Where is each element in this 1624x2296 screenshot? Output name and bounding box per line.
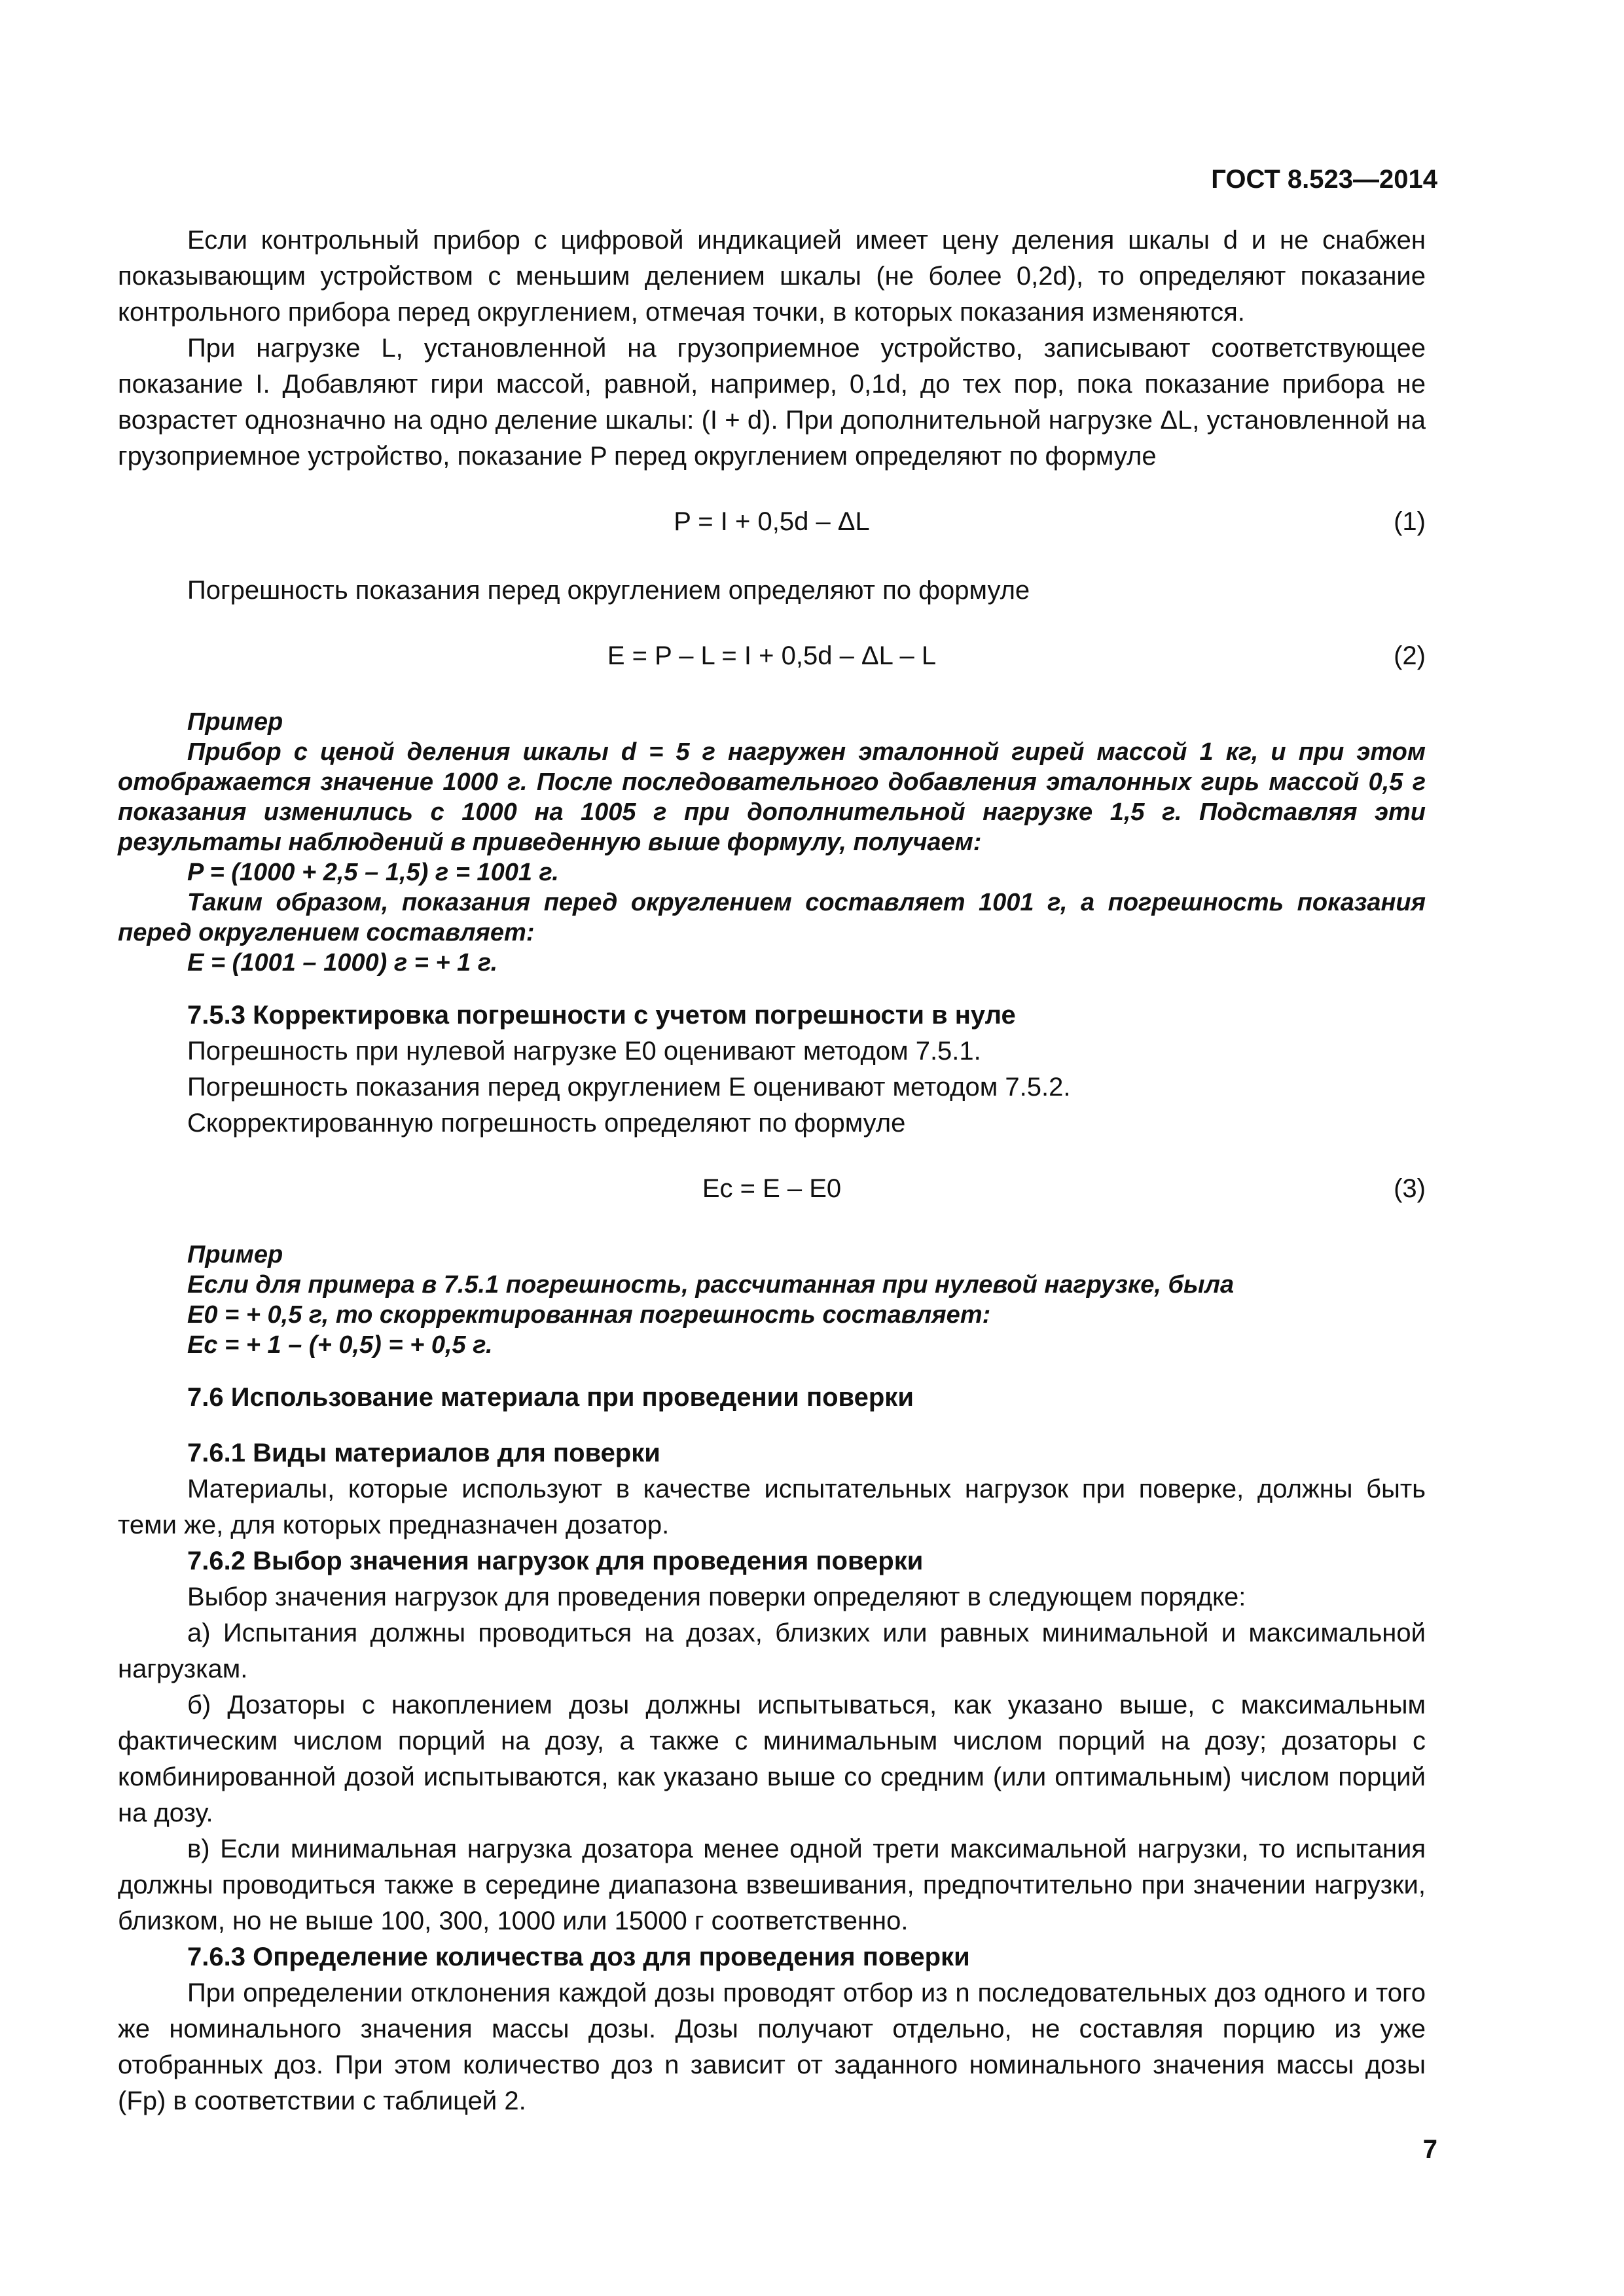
formula-2-expression: E = P – L = I + 0,5d – ΔL – L (607, 641, 937, 670)
formula-1 (118, 504, 1426, 540)
formula-3-expression: Ec = E – E0 (702, 1174, 842, 1203)
heading-7-5-3: 7.5.3 Корректировка погрешности с учетом погрешности в нуле (187, 1001, 1016, 1030)
heading-7-6: 7.6 Использование материала при проведении поверки (187, 1383, 914, 1412)
formula-2 (118, 638, 1426, 674)
example-1-line: Прибор с ценой деления шкалы d = 5 г нагружен эталонной гирей массой 1 кг, и при этом отображается значение 1000 г. После последовательного добавления эталонных гирь массой 0,5 г показания изменились с 1000 на 1005 г при дополнительной нагрузке 1,5 г. Подставляя эти результаты наблюдений в приведенную выше формулу, получаем: (118, 738, 1426, 856)
example-2-line: E0 = + 0,5 г, то скорректированная погрешность составляет: (187, 1301, 991, 1329)
section-7-6-1-text: Материалы, которые используют в качестве испытательных нагрузок при поверке, должны быть теми же, для которых предназначен дозатор. (118, 1475, 1426, 1539)
formula-1-number: (1) (1394, 507, 1426, 536)
formula-1-expression: P = I + 0,5d – ΔL (674, 507, 870, 536)
example-1-line: Таким образом, показания перед округлением составляет 1001 г, а погрешность показания перед округлением составляет: (118, 889, 1426, 946)
section-7-6-2-item: в) Если минимальная нагрузка дозатора менее одной трети максимальной нагрузки, то испытания должны проводиться также в середине диапазона взвешивания, предпочтительно при значении нагрузки, близком, но не выше 100, 300, 1000 или 15000 г соответственно. (118, 1835, 1426, 1935)
heading-7-6-3: 7.6.3 Определение количества доз для проведения поверки (187, 1943, 970, 1971)
section-7-6-2-intro: Выбор значения нагрузок для проведения поверки определяют в следующем порядке: (187, 1583, 1246, 1611)
example-1-line: P = (1000 + 2,5 – 1,5) г = 1001 г. (187, 859, 559, 886)
formula-3-number: (3) (1394, 1174, 1426, 1203)
example-2-title: Пример (187, 1241, 283, 1268)
section-7-6-2-item: а) Испытания должны проводиться на дозах, близких или равных минимальной и максимальной нагрузкам. (118, 1619, 1426, 1683)
section-7-5-3-line: Скорректированную погрешность определяют по формуле (187, 1109, 906, 1138)
paragraph-digital-indication: Если контрольный прибор с цифровой индикацией имеет цену деления шкалы d и не снабжен показывающим устройством с меньшим делением шкалы (не более 0,2d), то определяют показание контрольного прибора перед округлением, отмечая точки, в которых показания изменяются. (118, 226, 1426, 327)
example-1-line: E = (1001 – 1000) г = + 1 г. (187, 949, 498, 977)
heading-7-6-1: 7.6.1 Виды материалов для поверки (187, 1439, 660, 1467)
document-id-header: ГОСТ 8.523—2014 (1211, 165, 1437, 194)
example-2-line: Ec = + 1 – (+ 0,5) = + 0,5 г. (187, 1331, 493, 1359)
page-number: 7 (1422, 2135, 1437, 2164)
heading-7-6-2: 7.6.2 Выбор значения нагрузок для проведения поверки (187, 1547, 924, 1575)
paragraph-error-definition: Погрешность показания перед округлением определяют по формуле (187, 576, 1030, 605)
section-7-6-2-item: б) Дозаторы с накоплением дозы должны испытываться, как указано выше, с максимальным фактическим числом порций на дозу, а также с минимальным числом порций на дозу; дозаторы с комбинированной дозой испытываются, как указано выше со средним (или оптимальным) числом порций на дозу. (118, 1691, 1426, 1827)
formula-2-number: (2) (1394, 641, 1426, 670)
formula-3 (118, 1171, 1426, 1207)
example-1 (118, 707, 1426, 978)
section-7-6-3-text: При определении отклонения каждой дозы проводят отбор из n последовательных доз одного и того же номинального значения массы дозы. Дозы получают отдельно, не составляя порцию из уже отобранных доз. При этом количество доз n зависит от заданного номинального значения массы дозы (Fp) в соответствии с таблицей 2. (118, 1979, 1426, 2115)
example-1-title: Пример (187, 708, 283, 736)
paragraph-load-procedure: При нагрузке L, установленной на грузоприемное устройство, записывают соответствующее показание I. Добавляют гири массой, равной, например, 0,1d, до тех пор, пока показание прибора не возрастет однозначно на одно деление шкалы: (I + d). При дополнительной нагрузке ΔL, установленной на грузоприемное устройство, показание P перед округлением определяют по формуле (118, 334, 1426, 471)
example-2 (118, 1240, 1426, 1360)
section-7-5-3-line: Погрешность показания перед округлением E оценивают методом 7.5.2. (187, 1073, 1071, 1102)
section-7-5-3-line: Погрешность при нулевой нагрузке E0 оценивают методом 7.5.1. (187, 1037, 981, 1066)
page-content (118, 223, 1426, 2119)
example-2-line: Если для примера в 7.5.1 погрешность, рассчитанная при нулевой нагрузке, была (187, 1271, 1235, 1299)
